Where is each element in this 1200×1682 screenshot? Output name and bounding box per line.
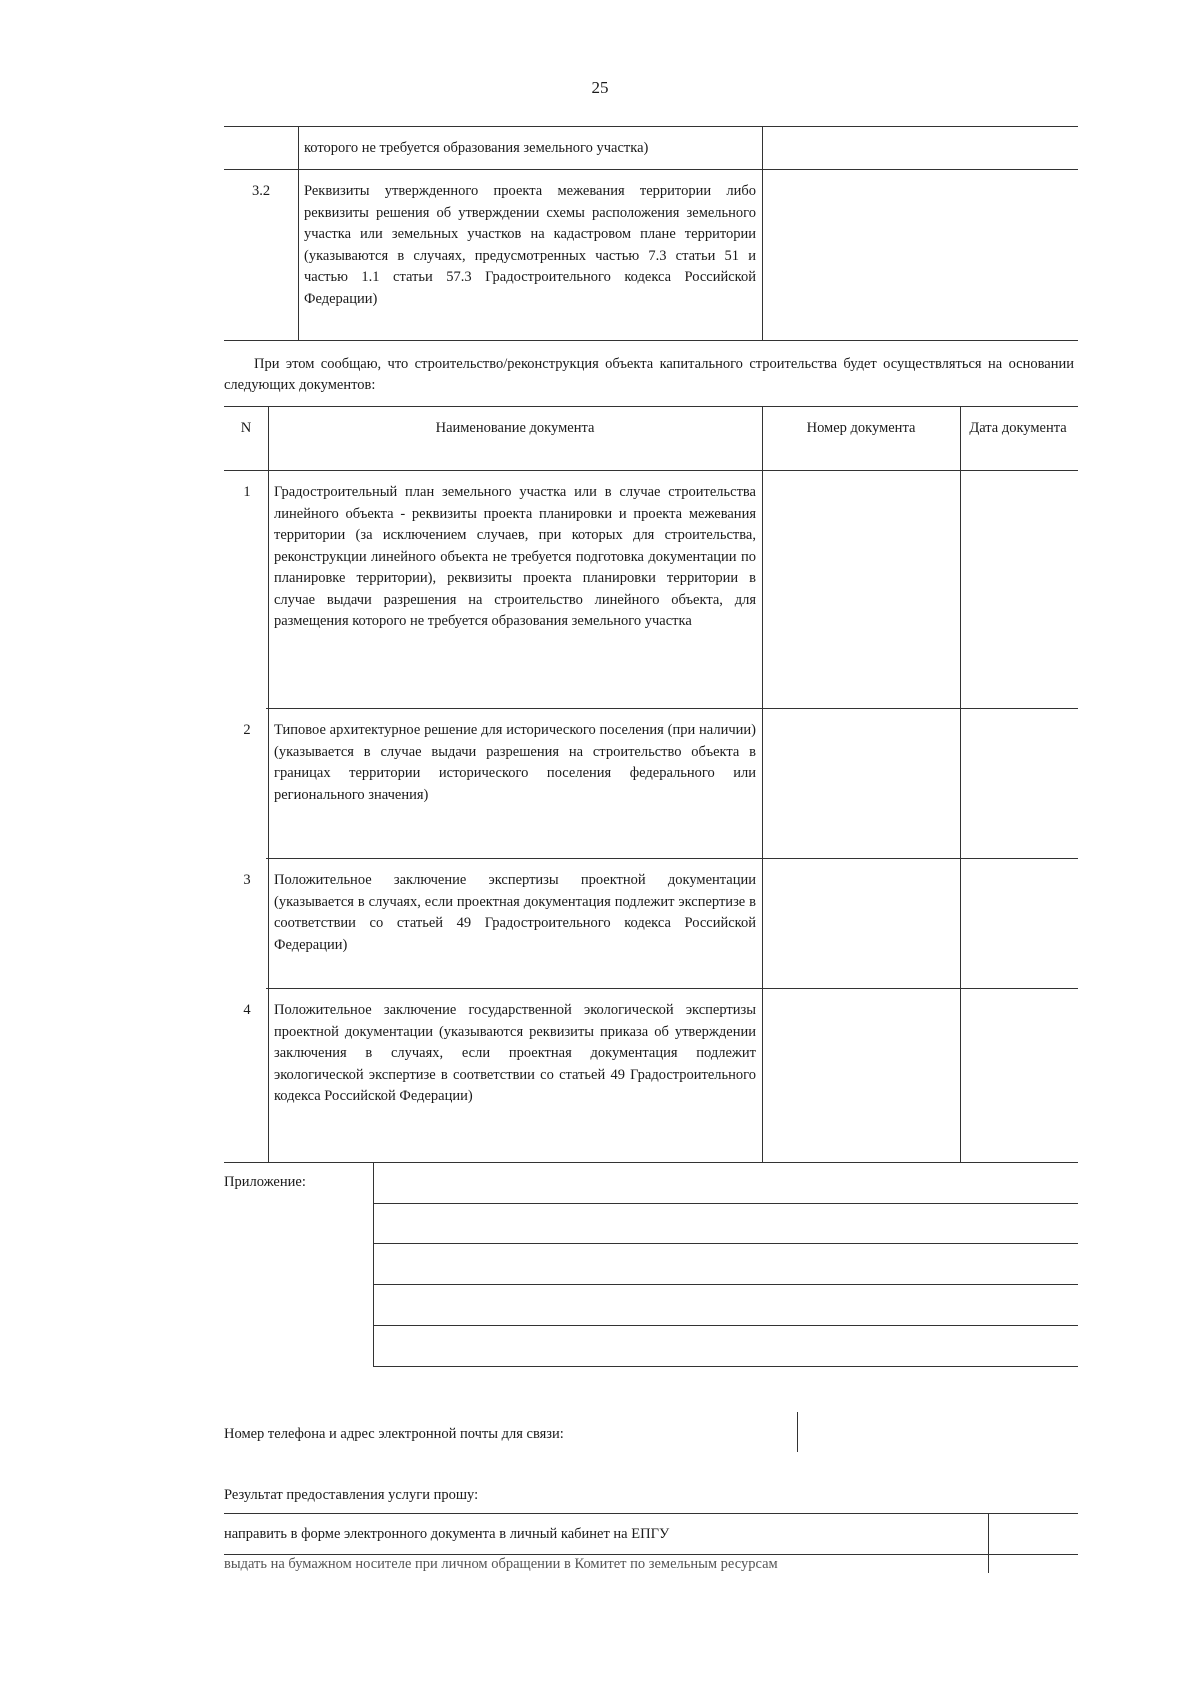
doc-row-text: Положительное заключение экспертизы проектной документации (указывается в случаях, если проектная документация подлежит экспертизе в соответствии со статьей 49 Градостроительного кодекса Российской Федерации) [274, 872, 756, 953]
doc-row-text: Типовое архитектурное решение для исторического поселения (при наличии) (указывается в случае выдачи разрешения на строительство объекта в границах территории исторического поселения федерального или регионального значения) [274, 722, 756, 803]
doc-row-num: 3 [243, 872, 251, 888]
page-number: 25 [591, 78, 609, 97]
header-name: Наименование документа [435, 420, 595, 436]
doc-row-num: 2 [243, 722, 251, 738]
header-num: N [240, 420, 252, 436]
doc-row-num: 1 [243, 484, 251, 500]
doc-row-text: Положительное заключение государственной экологической экспертизы проектной документации (указываются реквизиты приказа об утверждении заключения в случаях, если проектная документация подлежит экологической экспертизе в соответствии со статьей 49 Градостроительного кодекса Российской Федерации) [274, 1002, 756, 1104]
row-3-2-number: 3.2 [251, 183, 271, 199]
appendix-label: Приложение: [224, 1174, 306, 1190]
doc-row-text: Градостроительный план земельного участка или в случае строительства линейного объекта - реквизиты проекта планировки и проекта межевания территории (за исключением случаев, при которых для строительства, реконструкции линейного объекта не требуется подготовка документации по планировке территории), реквизиты проекта планировки территории в случае выдачи разрешения на строительство линейного объекта, для размещения которого не требуется образования земельного участка [274, 484, 756, 629]
contact-field-divider[interactable] [797, 1412, 798, 1452]
result-option-electronic[interactable]: направить в форме электронного документа в личный кабинет на ЕПГУ [224, 1526, 670, 1542]
result-label: Результат предоставления услуги прошу: [224, 1487, 479, 1503]
contact-label: Номер телефона и адрес электронной почты для связи: [224, 1426, 564, 1442]
row-continuation-text: которого не требуется образования земельного участка) [304, 140, 649, 156]
header-date: Дата документа [969, 420, 1067, 436]
header-number: Номер документа [806, 420, 916, 436]
doc-row-num: 4 [243, 1002, 251, 1018]
result-option-paper[interactable]: выдать на бумажном носителе при личном обращении в Комитет по земельным ресурсам [224, 1556, 778, 1572]
intro-paragraph: При этом сообщаю, что строительство/реконструкция объекта капитального строительства будет осуществляться на основании следующих документов: [224, 356, 1074, 393]
row-3-2-text: Реквизиты утвержденного проекта межевания территории либо реквизиты решения об утверждении схемы расположения земельного участка или земельных участков на кадастровом плане территории (указываются в случаях, предусмотренных частью 7.3 статьи 51 и частью 1.1 статьи 57.3 Градостроительного кодекса Российской Федерации) [304, 183, 756, 307]
